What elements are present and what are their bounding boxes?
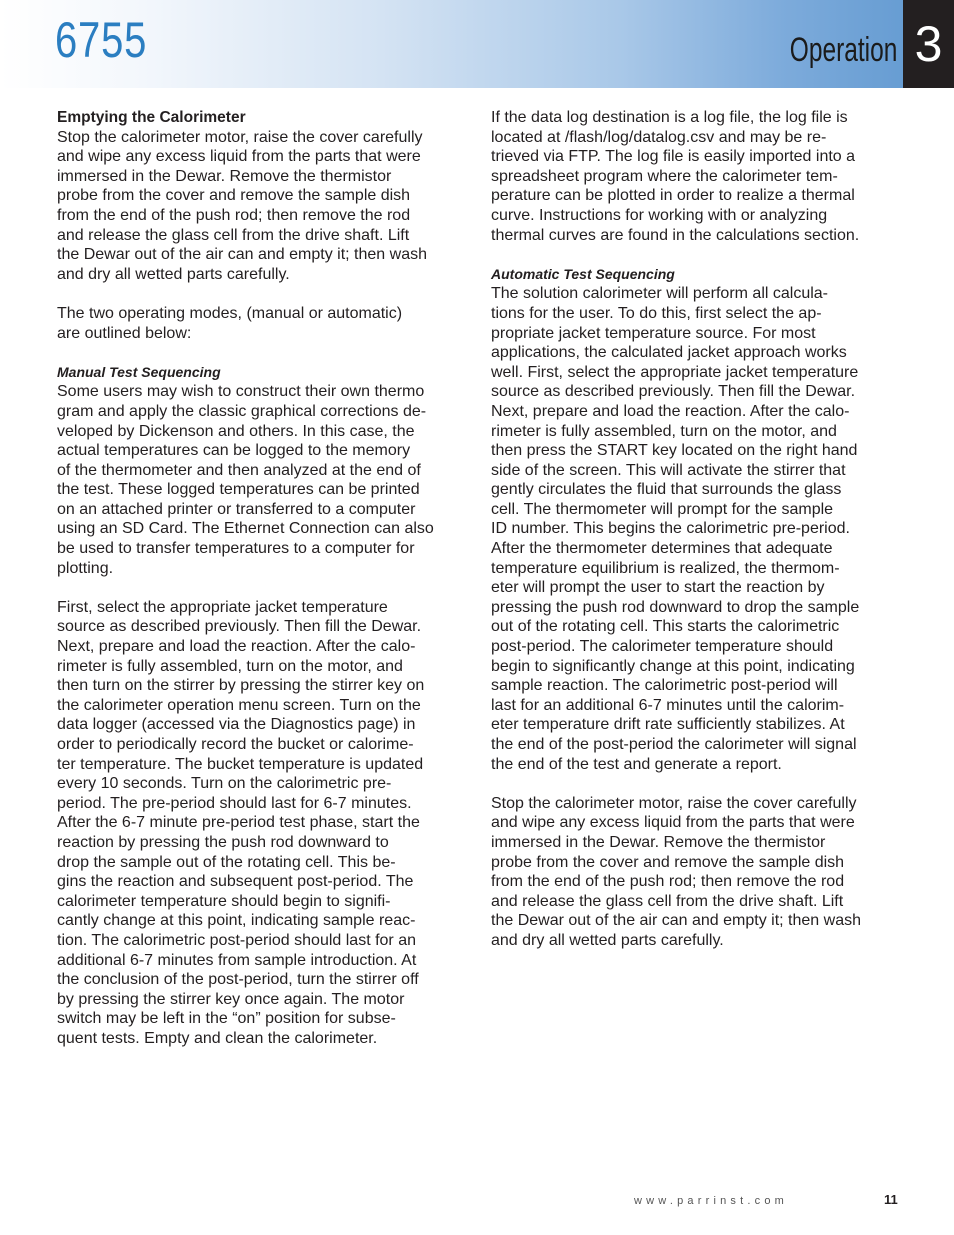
text-line: gins the reaction and subsequent post-period. The (57, 873, 414, 891)
text-line: plotting. (57, 559, 114, 577)
chapter-number: 3 (903, 0, 954, 88)
text-line: period. The pre-period should last for 6-7 minutes. (57, 794, 412, 812)
text-line: from the end of the push rod; then remove the rod (491, 873, 845, 891)
text-line: last for an additional 6-7 minutes until the calorim- (491, 696, 845, 714)
text-line: cantly change at this point, indicating sample reac- (57, 912, 416, 930)
text-line: veloped by Dickenson and others. In this case, the (57, 422, 415, 440)
text-line: by pressing the stirrer key once again. The motor (57, 990, 405, 1008)
text-line: and release the glass cell from the drive shaft. Lift (57, 226, 410, 244)
text-line: begin to significantly change at this point, indicating (491, 657, 855, 675)
text-line: out of the rotating cell. This starts the calorimetric (491, 618, 840, 636)
left-column (57, 108, 477, 1049)
text-line: and wipe any excess liquid from the parts that were (57, 148, 421, 166)
paragraph-gap (57, 578, 477, 598)
text-line: propriate jacket temperature source. For most (491, 324, 816, 342)
text-line: the Dewar out of the air can and empty it; then wash (491, 912, 861, 930)
text-line: Next, prepare and load the reaction. After the calo- (491, 402, 850, 420)
section-title: Operation (789, 31, 897, 69)
text-line: applications, the calculated jacket approach works (491, 344, 847, 362)
section-heading: Emptying the Calorimeter (57, 109, 246, 126)
text-line: of the thermometer and then analyzed at the end of (57, 461, 421, 479)
text-line: side of the screen. This will activate the stirrer that (491, 461, 846, 479)
text-line: the end of the test and generate a report. (491, 755, 782, 773)
text-line: tion. The calorimetric post-period should last for an (57, 931, 416, 949)
text-line: from the end of the push rod; then remove the rod (57, 206, 411, 224)
text-line: ter temperature. The bucket temperature is updated (57, 755, 424, 773)
text-line: After the thermometer determines that adequate (491, 540, 833, 558)
subsection-heading: Automatic Test Sequencing (491, 265, 675, 282)
text-line: immersed in the Dewar. Remove the thermistor (57, 167, 392, 185)
text-line: source as described previously. Then fill the Dewar. (57, 618, 422, 636)
page-number: 11 (884, 1192, 898, 1207)
text-line: First, select the appropriate jacket temperature (57, 598, 388, 616)
text-line: calorimeter temperature should begin to signifi- (57, 892, 391, 910)
text-line: reaction by pressing the push rod downward to (57, 833, 389, 851)
text-line: the calorimeter operation menu screen. Turn on the (57, 696, 421, 714)
text-line: and wipe any excess liquid from the parts that were (491, 814, 855, 832)
text-line: spreadsheet program where the calorimeter tem- (491, 167, 838, 185)
text-line: rimeter is fully assembled, turn on the motor, and (57, 657, 403, 675)
text-line: actual temperatures can be logged to the memory (57, 442, 411, 460)
text-line: be used to transfer temperatures to a computer for (57, 540, 415, 558)
text-line: rimeter is fully assembled, turn on the motor, and (491, 422, 837, 440)
right-column (491, 108, 911, 951)
paragraph-gap (491, 245, 911, 265)
text-line: the test. These logged temperatures can be printed (57, 481, 420, 499)
text-line: After the 6-7 minute pre-period test phase, start the (57, 814, 420, 832)
text-line: switch may be left in the “on” position for subse- (57, 1010, 396, 1028)
paragraph-gap (491, 774, 911, 794)
text-line: then press the START key located on the right hand (491, 442, 858, 460)
text-line: tions for the user. To do this, first select the ap- (491, 304, 822, 322)
text-line: curve. Instructions for working with or analyzing (491, 206, 828, 224)
text-line: Next, prepare and load the reaction. After the calo- (57, 638, 416, 656)
text-line: probe from the cover and remove the sample dish (491, 853, 845, 871)
text-line: trieved via FTP. The log file is easily imported into a (491, 148, 856, 166)
text-line: then turn on the stirrer by pressing the stirrer key on (57, 677, 425, 695)
text-line: source as described previously. Then fill the Dewar. (491, 383, 856, 401)
text-line: every 10 seconds. Turn on the calorimetric pre- (57, 775, 392, 793)
text-line: Some users may wish to construct their own thermo (57, 383, 425, 401)
text-line: eter will prompt the user to start the reaction by (491, 579, 825, 597)
footer-url: www.parrinst.com (634, 1195, 788, 1207)
subsection-heading: Manual Test Sequencing (57, 363, 221, 380)
text-line: immersed in the Dewar. Remove the thermistor (491, 833, 826, 851)
text-line: thermal curves are found in the calculations section. (491, 226, 860, 244)
text-line: eter temperature drift rate sufficiently stabilizes. At (491, 716, 845, 734)
text-line: and dry all wetted parts carefully. (57, 265, 290, 283)
text-line: Stop the calorimeter motor, raise the cover carefully (57, 128, 423, 146)
paragraph-gap (57, 284, 477, 304)
page-header (0, 0, 954, 88)
text-line: gram and apply the classic graphical corrections de- (57, 402, 427, 420)
text-line: the conclusion of the post-period, turn the stirrer off (57, 971, 419, 989)
text-line: located at /flash/log/datalog.csv and may be re- (491, 128, 827, 146)
paragraph-gap (57, 343, 477, 363)
text-line: cell. The thermometer will prompt for the sample (491, 500, 834, 518)
text-line: If the data log destination is a log file, the log file is (491, 109, 848, 126)
text-line: order to periodically record the bucket or calorime- (57, 736, 414, 753)
text-line: post-period. The calorimeter temperature should (491, 638, 834, 656)
text-line: and release the glass cell from the drive shaft. Lift (491, 892, 844, 910)
model-number: 6755 (55, 12, 148, 68)
text-line: are outlined below: (57, 324, 192, 342)
text-line: pressing the push rod downward to drop the sample (491, 598, 860, 616)
text-line: temperature equilibrium is realized, the thermom- (491, 559, 840, 577)
text-line: The solution calorimeter will perform all calcula- (491, 285, 829, 303)
text-line: gently circulates the fluid that surrounds the glass (491, 481, 842, 499)
text-line: Stop the calorimeter motor, raise the cover carefully (491, 794, 857, 812)
text-line: The two operating modes, (manual or automatic) (57, 304, 403, 322)
text-line: well. First, select the appropriate jacket temperature (491, 363, 859, 381)
text-line: the end of the post-period the calorimeter will signal (491, 736, 857, 753)
text-line: ID number. This begins the calorimetric pre-period. (491, 520, 850, 538)
text-line: sample reaction. The calorimetric post-period will (491, 677, 838, 695)
text-line: and dry all wetted parts carefully. (491, 931, 724, 949)
text-line: drop the sample out of the rotating cell. This be- (57, 853, 396, 871)
text-line: on an attached printer or transferred to a computer (57, 500, 416, 518)
text-line: quent tests. Empty and clean the calorimeter. (57, 1029, 378, 1047)
text-line: using an SD Card. The Ethernet Connection can also (57, 520, 434, 538)
text-line: the Dewar out of the air can and empty it; then wash (57, 246, 427, 264)
text-line: perature can be plotted in order to realize a thermal (491, 187, 855, 205)
text-line: additional 6-7 minutes from sample introduction. At (57, 951, 417, 969)
text-line: probe from the cover and remove the sample dish (57, 187, 411, 205)
text-line: data logger (accessed via the Diagnostics page) in (57, 716, 416, 734)
